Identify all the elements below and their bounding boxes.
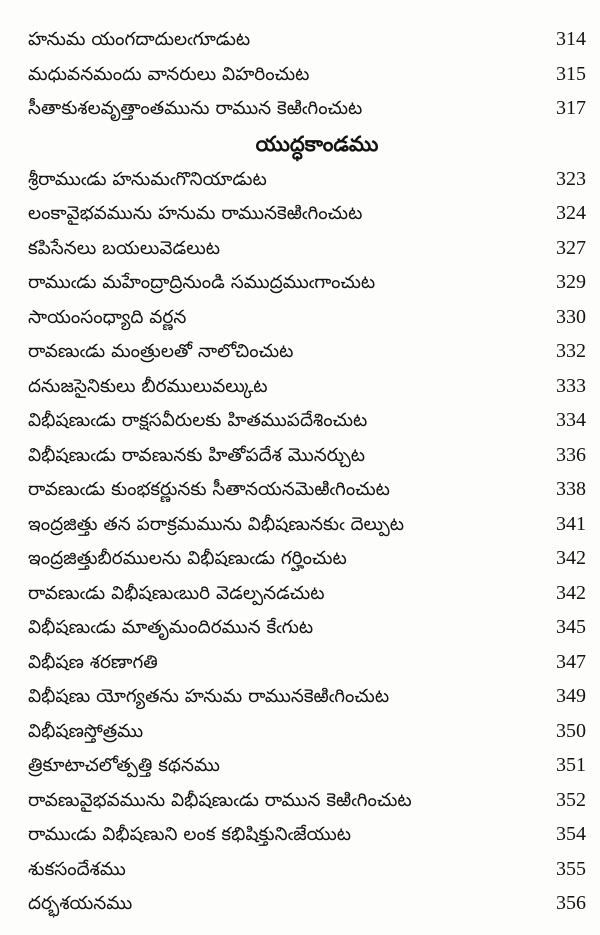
entry-page-number: 336 [556,443,586,466]
toc-entry [28,886,586,921]
entry-page-number: 317 [556,97,586,119]
entry-page-number: 352 [556,788,586,811]
entry-page-number: 329 [556,271,586,293]
entry-page-number: 345 [556,616,586,638]
entry-title: విభీషణుఁడు రాక్షసవీరులకు హితముపదేశించుట [28,410,368,431]
entry-page-number: 351 [556,754,586,776]
entry-title: కపిసేనలు బయలువెడలుట [28,237,221,259]
entry-title: హనుమ యంగదాదులఁగూడుట [28,29,251,50]
toc-entry [28,196,586,231]
entry-title: సీతాకుశలవృత్తాంతమును రామున కెఱిఁగించుట [28,98,363,119]
entry-title: విభీషణుఁడు మాతృమందిరమున కేఁగుట [28,617,314,638]
entry-page-number: 347 [556,650,586,673]
toc-entry [28,265,586,300]
toc-entry [28,22,586,57]
toc-entry [28,472,586,507]
entry-page-number: 314 [556,28,586,50]
table-of-contents [28,22,586,921]
entry-title: రావణుఁడు కుంభకర్ణునకు సీతానయనమెఱిఁగించుట [28,479,390,500]
entry-title: దర్భశయనము [28,893,133,914]
entry-page-number: 334 [556,409,586,431]
entry-title: త్రికూటాచలోత్పత్తి కథనము [28,755,220,776]
toc-entry [28,714,586,749]
entry-page-number: 333 [556,374,586,397]
entry-page-number: 354 [556,823,586,845]
toc-entry [28,541,586,576]
toc-entry [28,507,586,542]
toc-entry [28,645,586,680]
toc-entry [28,783,586,818]
entry-page-number: 324 [556,202,586,224]
entry-title: లంకావైభవమును హనుమ రామునకెఱిఁగించుట [28,203,363,224]
toc-entry [28,438,586,473]
entry-page-number: 356 [556,892,586,914]
entry-page-number: 342 [556,581,586,604]
entry-title: రావణువైభవమును విభీషణుఁడు రామున కెఱిఁగించుట [28,789,412,811]
toc-entry [28,817,586,852]
entry-title: ఇంద్రజిత్తుబీరములను విభీషణుఁడు గర్హించుట [28,548,347,569]
toc-entry [28,576,586,611]
entry-page-number: 327 [556,236,586,259]
entry-title: రాముఁడు మహేంద్రాద్రినుండి సముద్రముఁగాంచుట [28,272,376,293]
toc-entry [28,369,586,404]
entry-page-number: 355 [556,857,586,880]
entry-page-number: 338 [556,478,586,500]
entry-title: విభీషణు యోగ్యతను హనుమ రామునకెఱిఁగించుట [28,686,390,707]
entry-page-number: 349 [556,685,586,707]
toc-entries-after [28,162,586,921]
entry-title: రావణుఁడు మంత్రులతో నాలోచించుట [28,341,294,362]
toc-entries-before [28,22,586,126]
entry-page-number: 323 [556,167,586,190]
entry-title: విభీషణ శరణాగతి [28,651,158,673]
toc-entry [28,162,586,197]
section-heading: యుద్ధకాండము [255,131,379,156]
toc-entry [28,334,586,369]
entry-title: విభీషణస్తోత్రము [28,720,144,742]
toc-entry [28,748,586,783]
toc-entry [28,610,586,645]
entry-title: శ్రీరాముఁడు హనుమఁగొనియాడుట [28,168,267,190]
toc-entry [28,231,586,266]
toc-entry [28,403,586,438]
entry-page-number: 330 [556,305,586,328]
toc-entry [28,300,586,335]
entry-title: దనుజసైనికులు బీరములువల్కుట [28,375,268,397]
toc-entry [28,91,586,126]
entry-page-number: 332 [556,340,586,362]
entry-title: ఇంద్రజిత్తు తన పరాక్రమమును విభీషణునకుఁ దెల్పుట [28,513,405,535]
entry-page-number: 341 [556,512,586,535]
toc-entry [28,852,586,887]
entry-page-number: 315 [556,62,586,85]
entry-title: విభీషణుఁడు రావణునకు హితోపదేశ మొనర్చుట [28,444,366,466]
entry-page-number: 342 [556,547,586,569]
entry-page-number: 350 [556,719,586,742]
entry-title: రాముఁడు విభీషణుని లంక కభిషిక్తునిఁజేయుట [28,824,352,845]
toc-entry [28,57,586,92]
entry-title: రావణుఁడు విభీషణుఁబురి వెడల్పనడచుట [28,582,325,604]
entry-title: సాయంసంధ్యాది వర్ణన [28,306,187,328]
entry-title: శుకసందేశము [28,858,126,880]
toc-entry [28,679,586,714]
entry-title: మధువనమందు వానరులు విహరించుట [28,63,310,85]
